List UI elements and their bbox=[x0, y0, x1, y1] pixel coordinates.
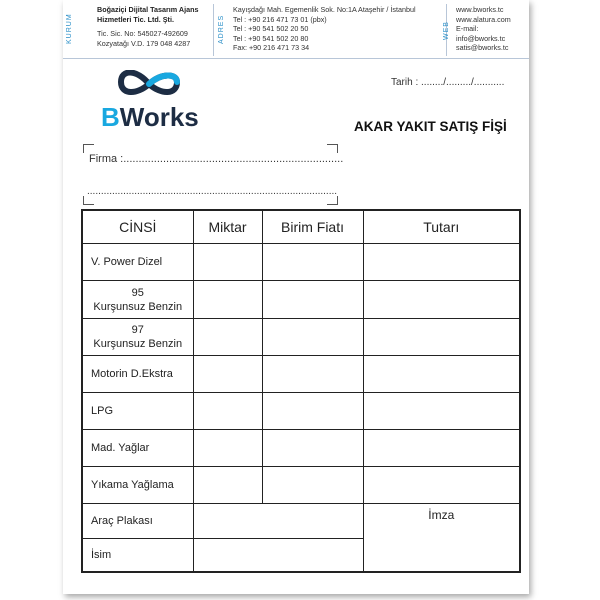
fuel-sales-table bbox=[81, 209, 521, 573]
page-title: AKAR YAKIT SATIŞ FİŞİ bbox=[354, 119, 507, 134]
plaka-row bbox=[82, 504, 520, 539]
product-name: Mad. Yağlar bbox=[82, 430, 193, 467]
miktar-cell[interactable] bbox=[193, 319, 262, 356]
miktar-cell[interactable] bbox=[193, 393, 262, 430]
web-label: WEB bbox=[443, 21, 450, 40]
header-tutari: Tutarı bbox=[363, 210, 520, 244]
table-row bbox=[82, 281, 520, 319]
web-1: www.bworks.tc bbox=[456, 5, 504, 14]
receipt-sheet bbox=[63, 0, 529, 594]
bracket-corner bbox=[327, 144, 338, 153]
adres-label: ADRES bbox=[218, 14, 225, 44]
bracket-corner bbox=[83, 196, 94, 205]
company-name-2: Hizmetleri Tic. Ltd. Şti. bbox=[97, 14, 174, 24]
email-label: E-mail: bbox=[456, 24, 479, 33]
header-miktar: Miktar bbox=[193, 210, 262, 244]
tic-sic: Tic. Sic. No: 545027-492609 bbox=[97, 29, 188, 38]
tutar-cell[interactable] bbox=[363, 244, 520, 281]
web-info bbox=[456, 5, 511, 53]
birim-fiat-cell[interactable] bbox=[262, 430, 363, 467]
web-2: www.alatura.com bbox=[456, 14, 511, 24]
product-name: Yıkama Yağlama bbox=[82, 467, 193, 504]
svg-text:BWorks: BWorks bbox=[101, 102, 199, 132]
table-header-row bbox=[82, 210, 520, 244]
bracket-corner bbox=[83, 144, 94, 153]
table-row bbox=[82, 393, 520, 430]
date-field: Tarih : ......../........./........... bbox=[391, 77, 505, 88]
bracket-corner bbox=[327, 196, 338, 205]
tutar-cell[interactable] bbox=[363, 281, 520, 319]
birim-fiat-cell[interactable] bbox=[262, 356, 363, 393]
tel-1: Tel : +90 216 471 73 01 (pbx) bbox=[233, 14, 327, 24]
company-info bbox=[97, 5, 198, 48]
isim-field[interactable] bbox=[193, 539, 363, 572]
birim-fiat-cell[interactable] bbox=[262, 393, 363, 430]
birim-fiat-cell[interactable] bbox=[262, 244, 363, 281]
table-row bbox=[82, 356, 520, 393]
product-name: Motorin D.Ekstra bbox=[82, 356, 193, 393]
address-info bbox=[233, 5, 416, 53]
tel-2: Tel : +90 541 502 20 50 bbox=[233, 24, 309, 33]
company-name-1: Boğaziçi Dijital Tasarım Ajans bbox=[97, 5, 199, 14]
email-2: satis@bworks.tc bbox=[456, 43, 509, 52]
tutar-cell[interactable] bbox=[363, 356, 520, 393]
firma-line-2: .......................................................................................... bbox=[87, 186, 338, 197]
fax: Fax: +90 216 471 73 34 bbox=[233, 43, 310, 52]
table-row bbox=[82, 467, 520, 504]
firma-field: Firma :........................................................................ bbox=[89, 153, 344, 165]
infinity-logo-icon bbox=[99, 70, 229, 132]
product-name-line2: Kurşunsuz Benzin bbox=[93, 300, 183, 313]
header-divider bbox=[213, 4, 214, 56]
birim-fiat-cell[interactable] bbox=[262, 281, 363, 319]
table-row bbox=[82, 319, 520, 356]
header-cinsi: CİNSİ bbox=[82, 210, 193, 244]
arac-plakasi-label: Araç Plakası bbox=[82, 504, 193, 539]
miktar-cell[interactable] bbox=[193, 467, 262, 504]
product-name: LPG bbox=[82, 393, 193, 430]
table-row bbox=[82, 430, 520, 467]
miktar-cell[interactable] bbox=[193, 430, 262, 467]
birim-fiat-cell[interactable] bbox=[262, 319, 363, 356]
imza-label: İmza bbox=[428, 508, 455, 522]
header-bar bbox=[63, 0, 529, 59]
miktar-cell[interactable] bbox=[193, 244, 262, 281]
tutar-cell[interactable] bbox=[363, 430, 520, 467]
product-name-line1: 97 bbox=[131, 324, 144, 336]
product-name: V. Power Dizel bbox=[82, 244, 193, 281]
miktar-cell[interactable] bbox=[193, 281, 262, 319]
isim-label: İsim bbox=[82, 539, 193, 572]
product-name bbox=[82, 281, 193, 319]
product-name bbox=[82, 319, 193, 356]
email-1: info@bworks.tc bbox=[456, 33, 506, 43]
kurum-label: KURUM bbox=[66, 13, 73, 44]
birim-fiat-cell[interactable] bbox=[262, 467, 363, 504]
tutar-cell[interactable] bbox=[363, 393, 520, 430]
arac-plakasi-field[interactable] bbox=[193, 504, 363, 539]
tel-3: Tel : +90 541 502 20 80 bbox=[233, 33, 309, 43]
miktar-cell[interactable] bbox=[193, 356, 262, 393]
header-birim-fiati: Birim Fiatı bbox=[262, 210, 363, 244]
tutar-cell[interactable] bbox=[363, 319, 520, 356]
tutar-cell[interactable] bbox=[363, 467, 520, 504]
bworks-logo bbox=[99, 70, 229, 132]
product-name-line2: Kurşunsuz Benzin bbox=[93, 338, 183, 350]
product-name-line1: 95 bbox=[131, 286, 144, 299]
vergi-dairesi: Kozyatağı V.D. 179 048 4287 bbox=[97, 38, 191, 48]
table-row bbox=[82, 244, 520, 281]
address: Kayışdağı Mah. Egemenlik Sok. No:1A Ataşehir / İstanbul bbox=[233, 5, 416, 14]
imza-box[interactable] bbox=[363, 504, 520, 572]
